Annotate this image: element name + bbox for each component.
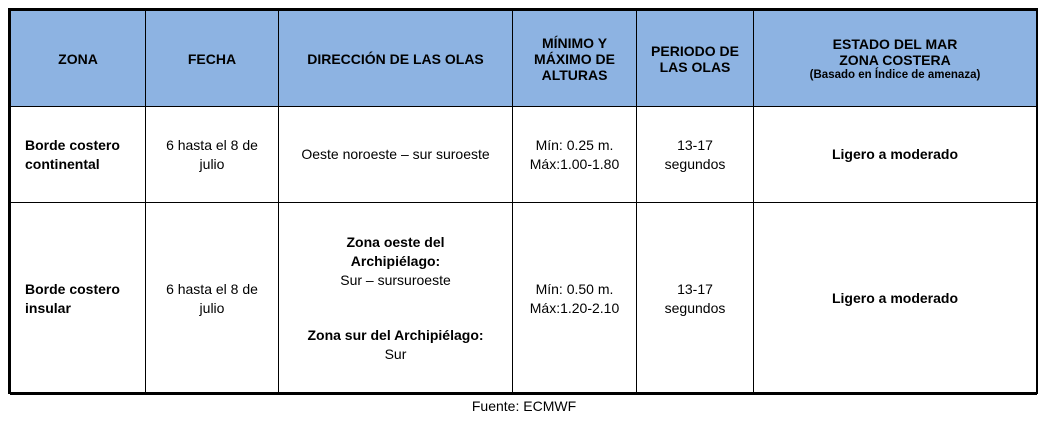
zona-line-1: Borde costero bbox=[25, 136, 120, 153]
direccion-zone-b-value: Sur bbox=[384, 346, 407, 362]
periodo-line-1: 13-17 bbox=[677, 136, 713, 153]
estado-value: Ligero a moderado bbox=[831, 146, 959, 162]
cell-fecha bbox=[146, 203, 279, 395]
header-direccion: DIRECCIÓN DE LAS OLAS bbox=[279, 11, 513, 107]
spacer bbox=[285, 290, 506, 326]
cell-alturas bbox=[513, 203, 637, 395]
table-row bbox=[11, 107, 1037, 203]
zona-line-2: insular bbox=[25, 299, 71, 316]
cell-zona bbox=[11, 107, 146, 203]
sea-state-table bbox=[10, 10, 1037, 395]
estado-value: Ligero a moderado bbox=[831, 290, 959, 306]
header-fecha: FECHA bbox=[146, 11, 279, 107]
alturas-max: Máx:1.20-2.10 bbox=[529, 299, 620, 316]
header-alturas-line-3: ALTURAS bbox=[541, 66, 608, 83]
header-periodo-line-1: PERIODO DE bbox=[651, 42, 739, 59]
header-estado-note: (Basado en Índice de amenaza) bbox=[809, 68, 981, 81]
header-periodo-line-2: LAS OLAS bbox=[659, 58, 731, 75]
fecha-line-1: 6 hasta el 8 de bbox=[166, 136, 258, 153]
cell-direccion bbox=[279, 203, 513, 395]
fecha-line-2: julio bbox=[199, 299, 225, 316]
cell-periodo bbox=[637, 107, 754, 203]
cell-estado bbox=[754, 203, 1037, 395]
cell-alturas bbox=[513, 107, 637, 203]
header-zona: ZONA bbox=[11, 11, 146, 107]
direccion-zone-b-title: Zona sur del Archipiélago: bbox=[307, 327, 484, 343]
periodo-line-1: 13-17 bbox=[677, 280, 713, 297]
cell-zona bbox=[11, 203, 146, 395]
periodo-line-2: segundos bbox=[664, 299, 726, 316]
zona-line-1: Borde costero bbox=[25, 280, 120, 297]
alturas-min: Mín: 0.50 m. bbox=[535, 280, 614, 297]
alturas-max: Máx:1.00-1.80 bbox=[529, 155, 620, 172]
zona-line-2: continental bbox=[25, 155, 100, 172]
table-row bbox=[11, 203, 1037, 395]
alturas-min: Mín: 0.25 m. bbox=[535, 136, 614, 153]
header-periodo bbox=[637, 11, 754, 107]
direccion-value: Oeste noroeste – sur suroeste bbox=[301, 146, 490, 162]
cell-direccion bbox=[279, 107, 513, 203]
header-row bbox=[11, 11, 1037, 107]
cell-periodo bbox=[637, 203, 754, 395]
periodo-line-2: segundos bbox=[664, 155, 726, 172]
header-alturas-line-2: MÁXIMO DE bbox=[534, 50, 615, 67]
source-caption: Fuente: ECMWF bbox=[471, 398, 577, 414]
header-estado-line-2: ZONA COSTERA bbox=[839, 51, 951, 68]
direccion-zone-a-title-1: Zona oeste del bbox=[346, 234, 445, 250]
direccion-zone-a-title-2: Archipiélago: bbox=[350, 253, 441, 269]
header-estado bbox=[754, 11, 1037, 107]
sea-state-table-frame bbox=[8, 8, 1038, 394]
direccion-zone-a-value: Sur – sursuroeste bbox=[340, 272, 451, 288]
cell-fecha bbox=[146, 107, 279, 203]
header-estado-line-1: ESTADO DEL MAR bbox=[832, 35, 958, 52]
fecha-line-2: julio bbox=[199, 155, 225, 172]
header-alturas-line-1: MÍNIMO Y bbox=[541, 34, 608, 51]
header-alturas bbox=[513, 11, 637, 107]
fecha-line-1: 6 hasta el 8 de bbox=[166, 280, 258, 297]
cell-estado bbox=[754, 107, 1037, 203]
